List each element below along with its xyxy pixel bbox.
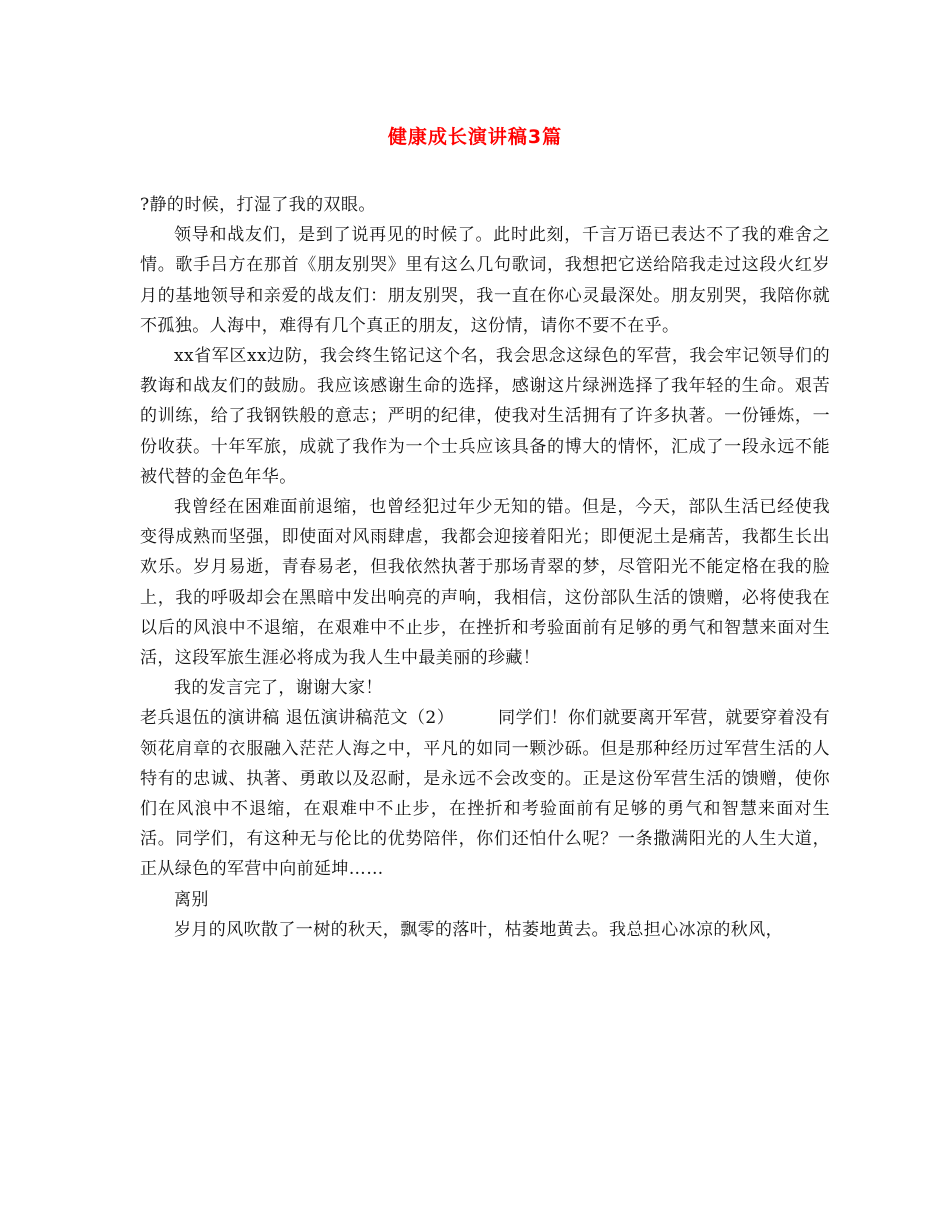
paragraph-4: 我曾经在困难面前退缩，也曾经犯过年少无知的错。但是，今天，部队生活已经使我变得成熟而坚强，即使面对风雨肆虐，我都会迎接着阳光；即便泥土是痛苦，我都生长出欢乐。岁月易逝，青春易老，但我依然执著于那场青翠的梦，尽管阳光不能定格在我的脸上，我的呼吸却会在黑暗中发出响亮的声响，我相信，这份部队生活的馈赠，必将使我在以后的风浪中不退缩，在艰难中不止步，在挫折和考验面前有足够的勇气和智慧来面对生活，这段军旅生涯必将成为我人生中最美丽的珍藏！: [140, 497, 830, 669]
paragraph-7: 离别: [174, 889, 209, 910]
paragraph-5: 我的发言完了，谢谢大家！: [174, 678, 383, 699]
paragraph-1: ?静的时候，打湿了我的双眼。: [140, 195, 376, 215]
paragraph-3: xx省军区xx边防，我会终生铭记这个名，我会思念这绿色的军营，我会牢记领导们的教诲和战友们的鼓励。我应该感谢生命的选择，感谢这片绿洲选择了我年轻的生命。艰苦的训练，给了我钢铁般的意志；严明的纪律，使我对生活拥有了许多执著。一份锤炼，一份收获。十年军旅，成就了我作为一个士兵应该具备的博大的情怀，汇成了一段永远不能被代替的金色年华。: [140, 346, 830, 487]
document-body: [140, 190, 830, 945]
document-title: 健康成长演讲稿3篇: [387, 126, 563, 148]
paragraph-6: 老兵退伍的演讲稿 退伍演讲稿范文（2） 同学们！你们就要离开军营，就要穿着没有领花肩章的衣服融入茫茫人海之中，平凡的如同一颗沙砾。但是那种经历过军营生活的人特有的忠诚、执著、勇敢以及忍耐，是永远不会改变的。正是这份军营生活的馈赠，使你们在风浪中不退缩，在艰难中不止步，在挫折和考验面前有足够的勇气和智慧来面对生活。同学们，有这种无与伦比的优势陪伴，你们还怕什么呢？一条撒满阳光的人生大道，正从绿色的军营中向前延坤……: [140, 708, 830, 880]
paragraph-8: 岁月的风吹散了一树的秋天，飘零的落叶，枯萎地黄去。我总担心冰凉的秋风，: [174, 919, 783, 940]
paragraph-2: 领导和战友们，是到了说再见的时候了。此时此刻，千言万语已表达不了我的难舍之情。歌手吕方在那首《朋友别哭》里有这么几句歌词，我想把它送给陪我走过这段火红岁月的基地领导和亲爱的战友们：朋友别哭，我一直在你心灵最深处。朋友别哭，我陪你就不孤独。人海中，难得有几个真正的朋友，这份情，请你不要不在乎。: [140, 225, 830, 336]
